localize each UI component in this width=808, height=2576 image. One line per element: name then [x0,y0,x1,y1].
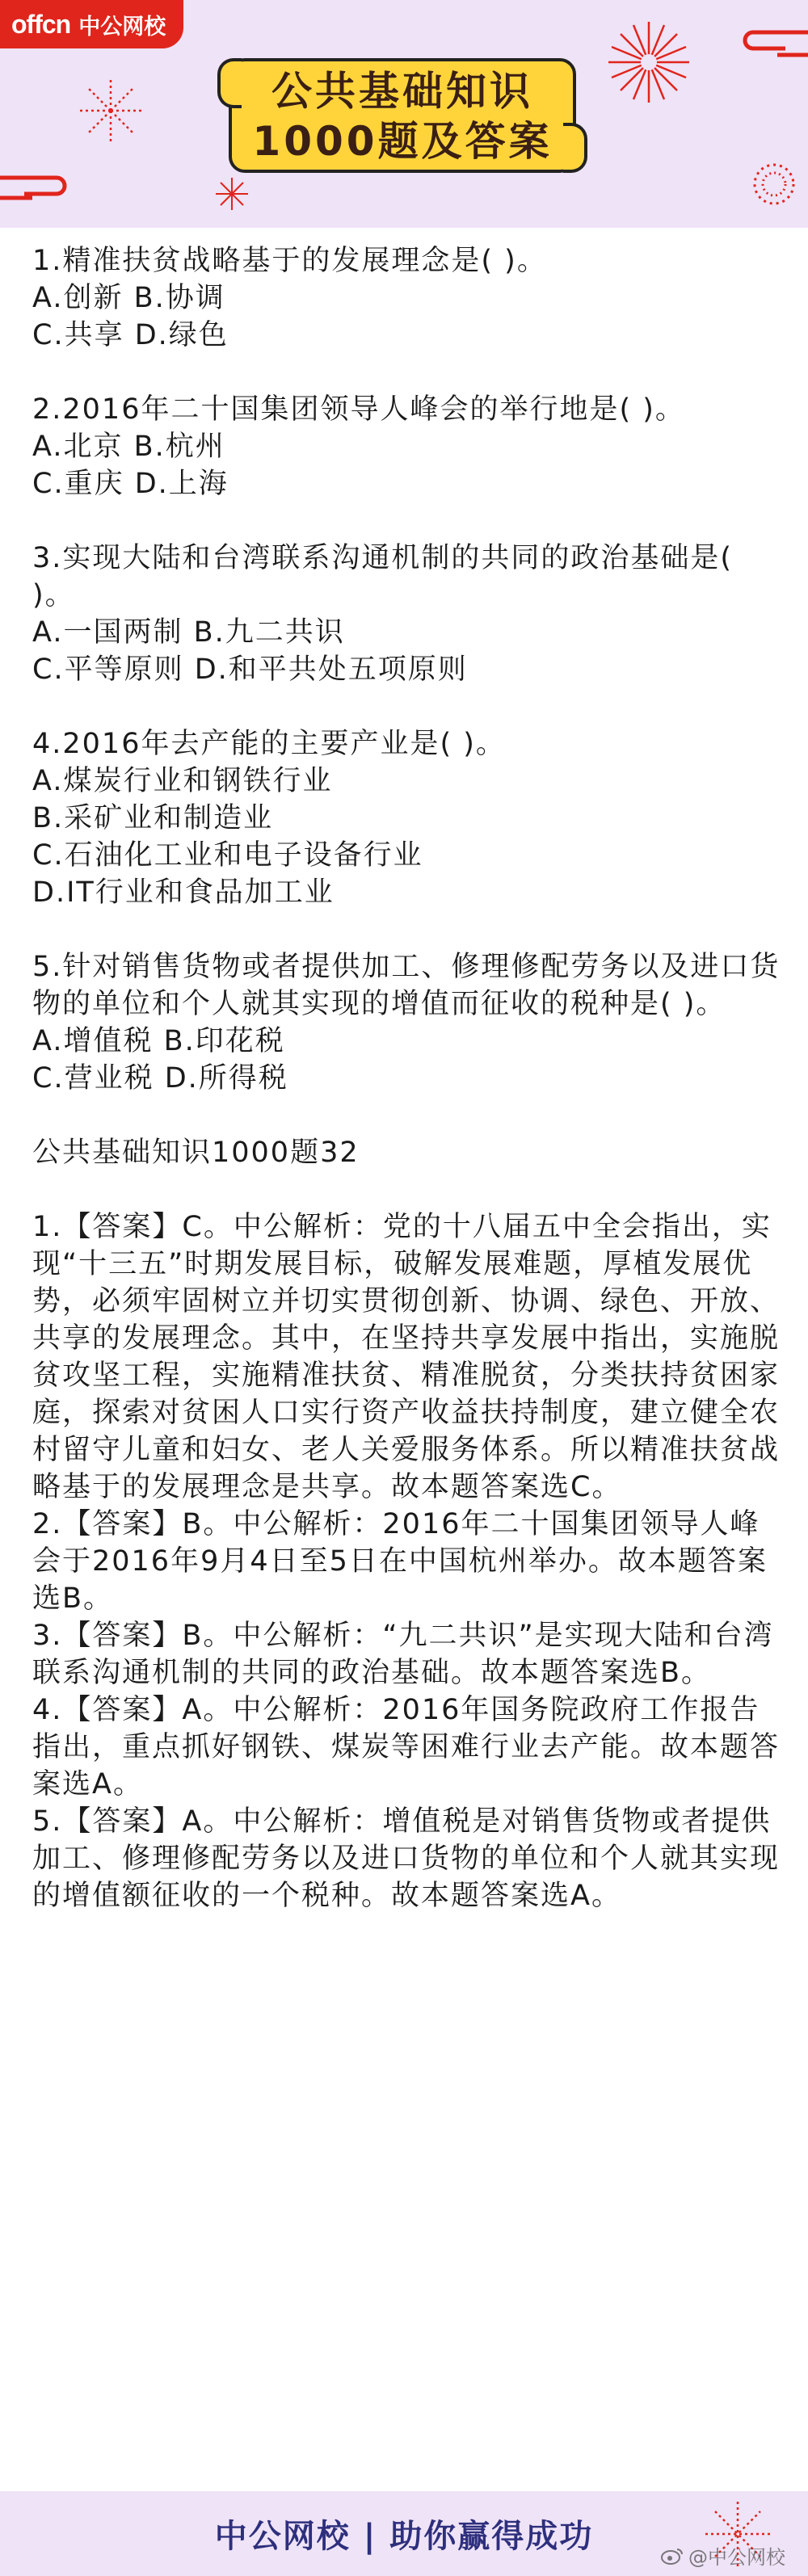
option-line: C.营业税 D.所得税 [32,1062,288,1095]
option-line: A.创新 B.协调 [32,282,225,314]
answer-explanation: 4.【答案】A。中公解析：2016年国务院政府工作报告指出，重点抓好钢铁、煤炭等困难行业去产能。故本题答案选A。 [32,1694,781,1801]
firework-left-icon [74,74,147,147]
answer-explanation: 1.【答案】C。中公解析：党的十八届五中全会指出，实现“十三五”时期发展目标，破解发展难题，厚植发展优势，必须牢固树立并切实贯彻创新、协调、绿色、开放、共享的发展理念。其中，在坚持共享发展中指出，实施脱贫攻坚工程，实施精准扶贫、精准脱贫，分类扶持贫困家庭，探索对贫困人口实行资产收益扶持制度，建立健全农村留守儿童和妇女、老人关爱服务体系。所以精准扶贫战略基于的发展理念是共享。故本题答案选C。 [32,1211,781,1503]
option-line: A.增值税 B.印花税 [32,1025,285,1057]
option-line: C.平等原则 D.和平共处五项原则 [32,653,468,686]
question-options [32,614,784,688]
question-stem: 1.精准扶贫战略基于的发展理念是( )。 [32,245,547,277]
weibo-icon [661,2547,684,2565]
cloud-right-icon [737,23,808,63]
answer-explanation: 3.【答案】B。中公解析：“九二共识”是实现大陆和台湾联系沟通机制的共同的政治基础。故本题答案选B。 [32,1620,774,1689]
answer-explanation: 5.【答案】A。中公解析：增值税是对销售货物或者提供加工、修理修配劳务以及进口货物的单位和个人就其实现的增值额征收的一个税种。故本题答案选A。 [32,1805,781,1912]
option-line: A.煤炭行业和钢铁行业 [32,765,333,797]
watermark-text: @中公网校 [688,2546,785,2569]
answer-list [32,1208,784,1914]
firework-right-icon [604,18,693,107]
logo-brand-text: offcn [11,9,71,39]
option-line: D.IT行业和食品加工业 [32,876,335,909]
option-line: C.石油化工业和电子设备行业 [32,839,423,872]
content-area [32,242,784,1914]
answer-explanation: 2.【答案】B。中公解析：2016年二十国集团领导人峰会于2016年9月4日至5日在中国杭州举办。故本题答案选B。 [32,1508,768,1615]
question-stem: 5.针对销售货物或者提供加工、修理修配劳务以及进口货物的单位和个人就其实现的增值而征收的税种是( )。 [32,951,781,1020]
title-line-1: 公共基础知识 [271,68,533,115]
question-options [32,763,784,911]
header-banner [0,0,808,228]
question-options [32,1023,784,1097]
question-options [32,428,784,502]
option-line: B.采矿业和制造业 [32,802,274,834]
firework-circle-icon [750,160,798,208]
weibo-watermark [661,2541,785,2570]
cloud-left-icon [0,166,81,206]
option-line: C.共享 D.绿色 [32,319,229,351]
question-stem: 3.实现大陆和台湾联系沟通机制的共同的政治基础是( )。 [32,542,734,611]
option-line: A.北京 B.杭州 [32,431,225,463]
option-line: C.重庆 D.上海 [32,468,229,500]
brand-logo[interactable] [0,0,183,48]
title-line-2: 1000题及答案 [252,118,553,165]
footer-banner [0,2491,808,2576]
question-stem: 2.2016年二十国集团领导人峰会的举行地是( )。 [32,393,685,426]
question-list [32,242,784,1097]
logo-cn-text: 中公网校 [78,14,166,40]
option-line: A.一国两制 B.九二共识 [32,616,345,649]
section-title: 公共基础知识1000题32 [32,1137,360,1169]
footer-slogan: 中公网校 | 助你赢得成功 [214,2518,594,2555]
question-stem: 4.2016年去产能的主要产业是( )。 [32,728,506,760]
question-options [32,279,784,354]
firework-small-icon [212,174,252,214]
title-box [229,58,576,173]
